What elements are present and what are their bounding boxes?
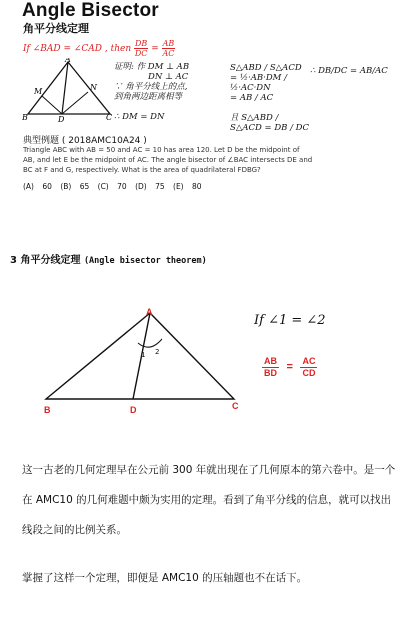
small-label-a: A bbox=[65, 58, 71, 64]
body-paragraph-1: 这一古老的几何定理早在公元前 300 年就出现在了几何原本的第六卷中。是一个在 AMC10 的几何难题中颇为实用的定理。看到了角平分线的信息，就可以找出线段之间的比例关系。 bbox=[22, 464, 396, 536]
hyp-fraction-1 bbox=[134, 39, 148, 58]
choice-b: (B) 65 bbox=[60, 182, 90, 191]
proof-line-5: ∴ DM = DN bbox=[114, 112, 165, 122]
proof-line-1: 证明: 作 DM ⊥ AB bbox=[114, 62, 190, 72]
area-alt: 且 S△ABD / S△ACD = DB / DC bbox=[230, 113, 309, 133]
hyp-frac2-den: AC bbox=[162, 49, 175, 58]
eq-right-num: AC bbox=[302, 356, 316, 366]
section-title: 角平分线定理 bbox=[20, 255, 81, 266]
choice-e: (E) 80 bbox=[173, 182, 202, 191]
section-title-en: (Angle bisector theorem) bbox=[83, 256, 207, 266]
hyp-frac1-den: DC bbox=[134, 49, 148, 58]
answer-choices bbox=[23, 182, 202, 191]
small-label-c: C bbox=[106, 113, 113, 122]
eq-left-num: AB bbox=[264, 356, 277, 366]
example-problem: Triangle ABC with AB = 50 and AC = 10 has area 120. Let D be the midpoint of AB, and let E be the midpoint of AC. The angle bisector of ∠BAC intersects DE and BC at F and G, respectively. What is the area of quadrilateral FDBG? bbox=[23, 146, 313, 174]
proof-line-3: ∵ 角平分线上的点, bbox=[114, 82, 188, 92]
small-label-n: N bbox=[90, 83, 97, 92]
eq-equals: = bbox=[286, 360, 293, 373]
section-number: 3 bbox=[10, 255, 17, 266]
body-paragraph-2: 掌握了这样一个定理，即便是 AMC10 的压轴题也不在话下。 bbox=[22, 572, 308, 584]
hyp-frac2-num: AB bbox=[162, 39, 175, 48]
equals-sign: = bbox=[151, 44, 159, 54]
label-c: C bbox=[232, 401, 239, 411]
area-ratio-notes bbox=[230, 63, 310, 133]
conclusion: ∴ DB/DC = AB/AC bbox=[310, 66, 388, 76]
example-title: 典型例题 ( 2018AMC10A24 ) bbox=[23, 136, 147, 146]
eq-right-fraction bbox=[300, 356, 317, 379]
label-b: B bbox=[44, 405, 51, 415]
hyp-fraction-2 bbox=[162, 39, 176, 58]
small-label-b: B bbox=[22, 113, 28, 122]
eq-right-den: CD bbox=[302, 368, 316, 378]
hyp-frac1-num: DB bbox=[135, 39, 148, 48]
eq-left-fraction bbox=[262, 356, 279, 379]
hypothesis-line bbox=[23, 39, 175, 58]
eq-left-den: BD bbox=[264, 368, 277, 378]
hypothesis-text: If ∠BAD = ∠CAD , then bbox=[23, 44, 132, 54]
main-triangle-diagram bbox=[38, 305, 248, 417]
choice-a: (A) 60 bbox=[23, 182, 52, 191]
angle-2-label: 2 bbox=[155, 348, 160, 356]
label-d: D bbox=[130, 405, 137, 415]
angle-1-label: 1 bbox=[141, 351, 146, 359]
choice-c: (C) 70 bbox=[97, 182, 127, 191]
small-label-m: M bbox=[34, 87, 43, 96]
area-ratio-label: S△ABD / S△ACD bbox=[230, 63, 302, 73]
proof-line-2: DN ⊥ AC bbox=[148, 72, 189, 82]
page-title: Angle Bisector bbox=[22, 0, 159, 21]
small-label-d: D bbox=[58, 115, 65, 122]
if-statement: If ∠1 = ∠2 bbox=[254, 313, 326, 328]
section-heading bbox=[10, 251, 207, 266]
choice-d: (D) 75 bbox=[135, 182, 165, 191]
area-expression: = ½·AB·DM / ½·AC·DN bbox=[230, 73, 287, 93]
page-subtitle: 角平分线定理 bbox=[23, 22, 89, 35]
proof-notes bbox=[114, 62, 229, 122]
label-a: A bbox=[146, 307, 153, 317]
proof-line-4: 到角两边距离相等 bbox=[114, 92, 183, 102]
bisector-equation bbox=[262, 356, 317, 379]
small-triangle-diagram bbox=[22, 58, 114, 122]
area-result: = AB / AC bbox=[230, 93, 274, 103]
